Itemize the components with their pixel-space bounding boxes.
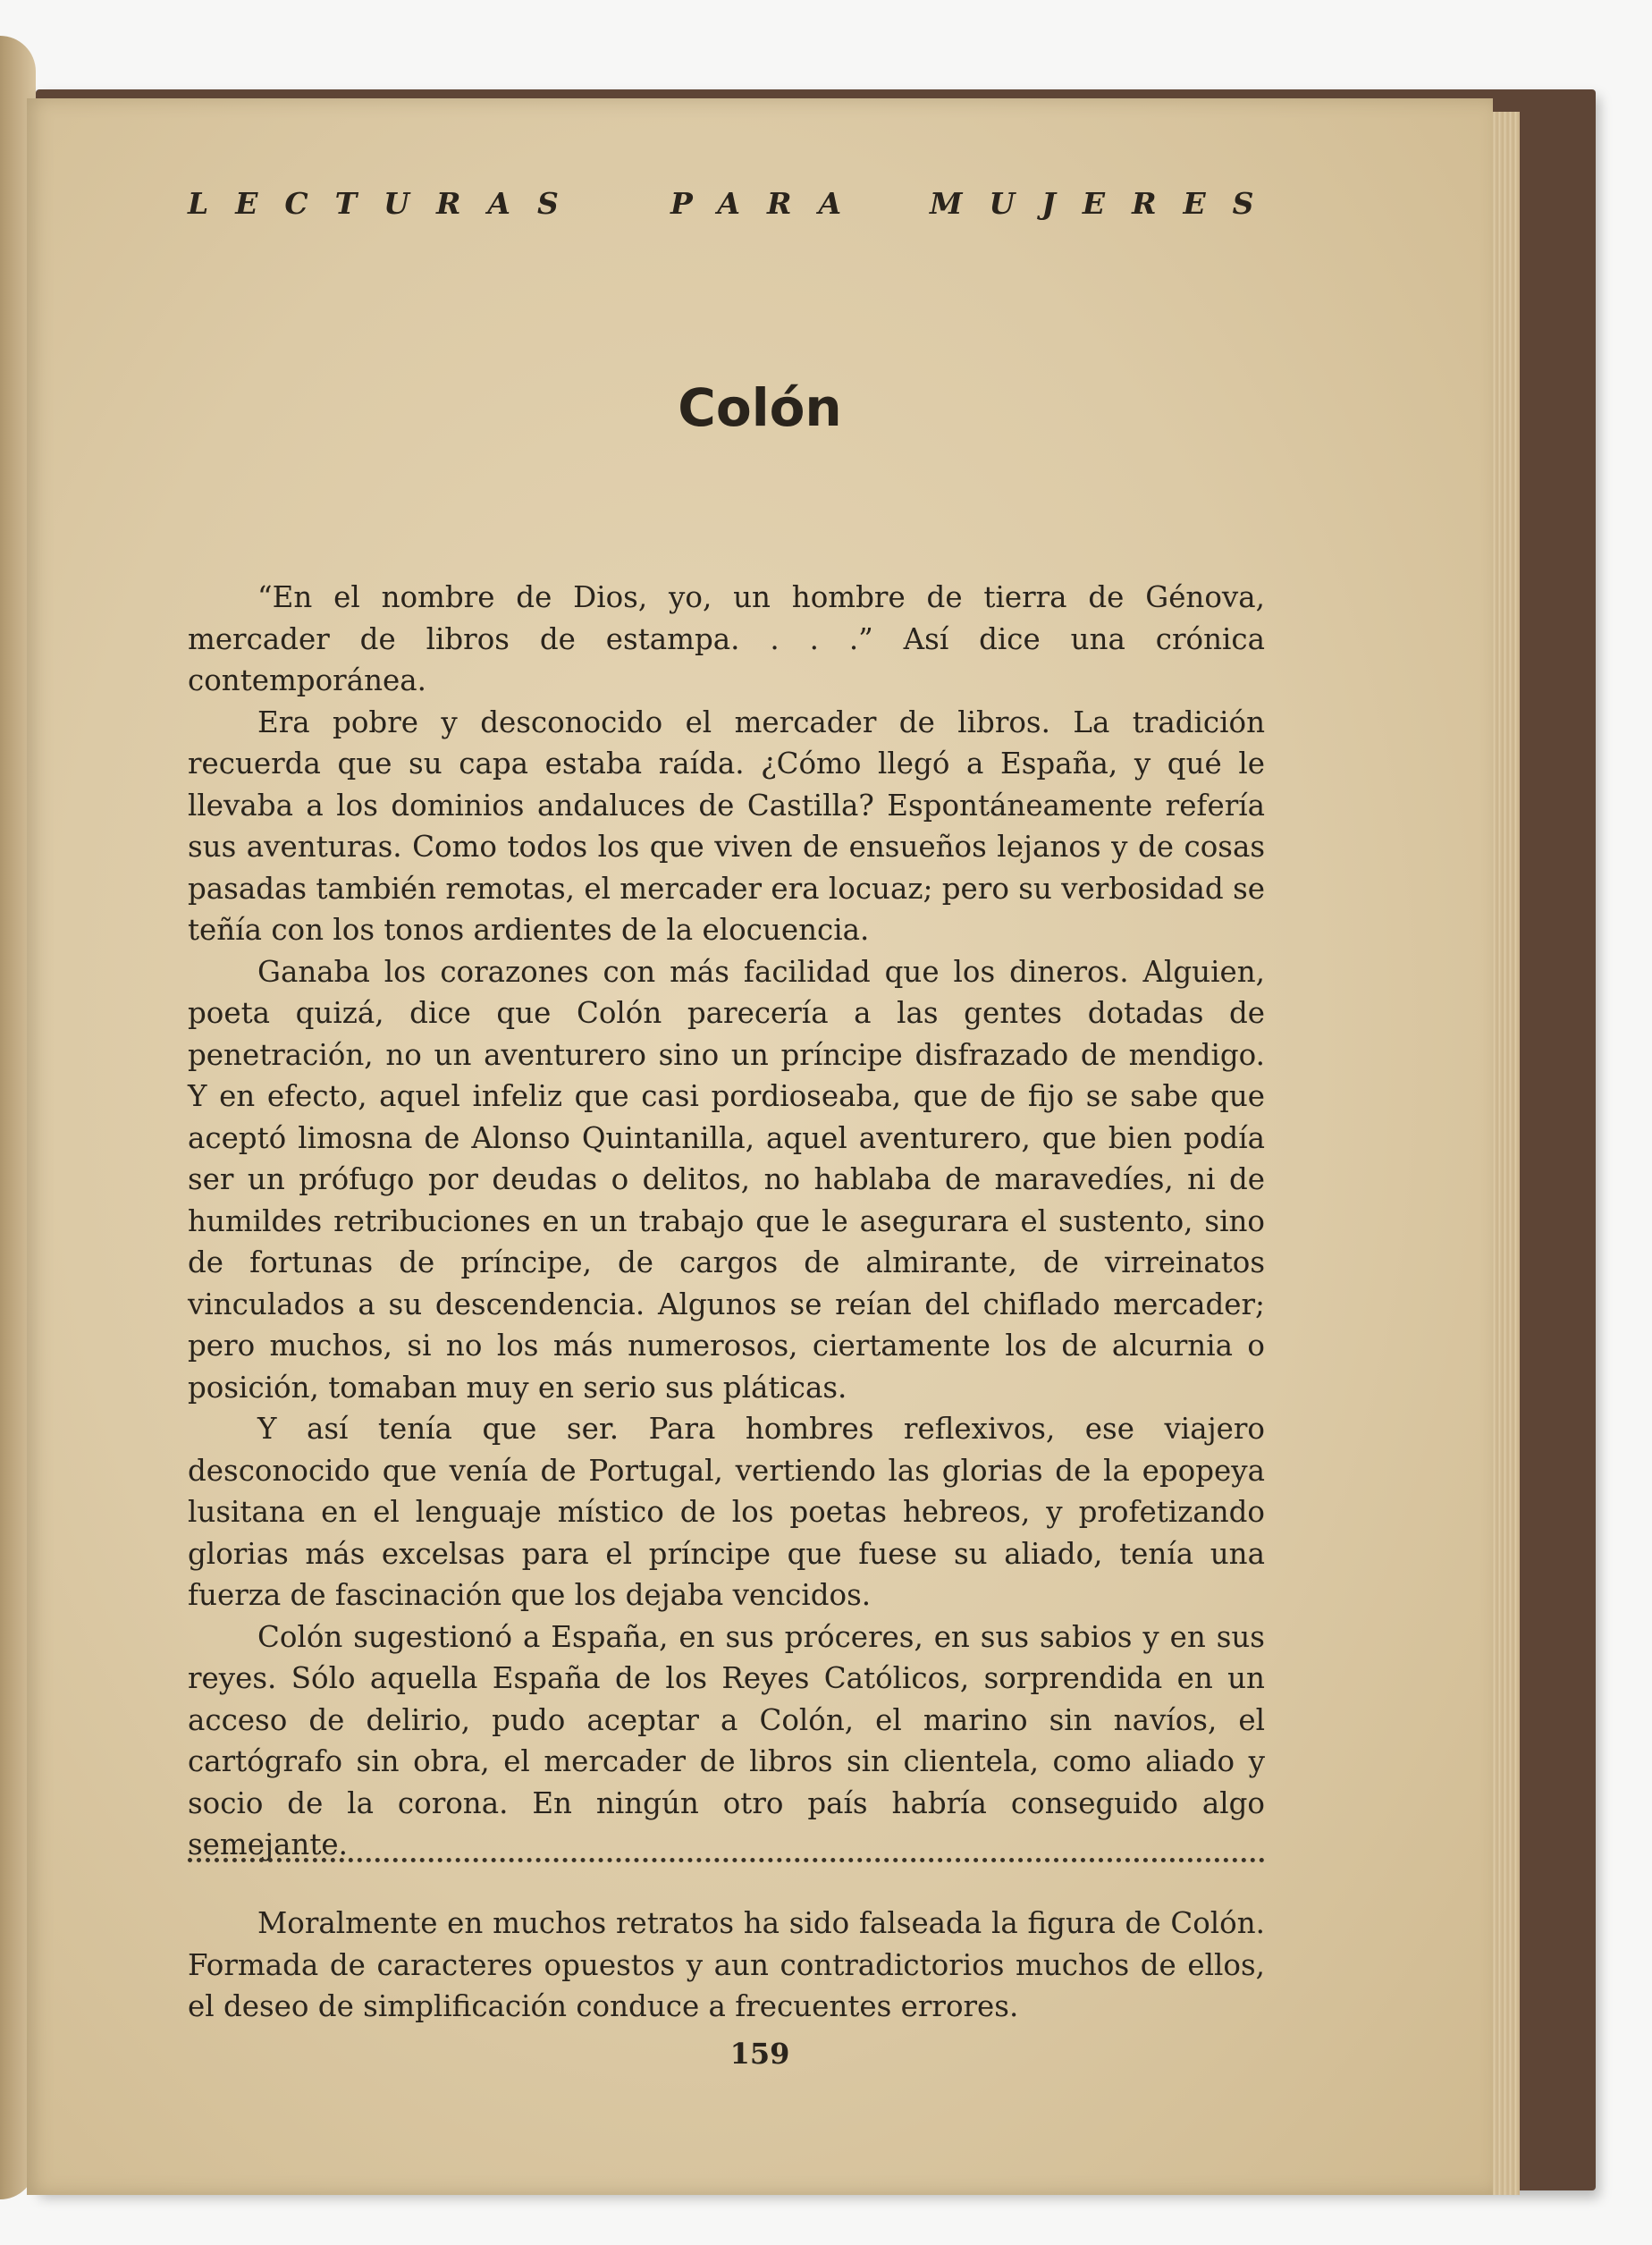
page-number: 159	[729, 2037, 790, 2071]
paragraph: Colón sugestionó a España, en sus próceres, en sus sabios y en sus reyes. Sólo aquella España de los Reyes Católicos, sorprendida en un acceso de delirio, pudo aceptar a Colón, el marino sin navíos, el cartógrafo sin obra, el mercader de libros sin clientela, como aliado y socio de la corona. En ningún otro país habría conseguido algo semejante.	[188, 1619, 1265, 1861]
paragraph: Y así tenía que ser. Para hombres reflexivos, ese viajero desconocido que venía de Portugal, vertiendo las glorias de la epopeya lusitana en el lenguaje místico de los poetas hebreos, y profetizando glorias más excelsas para el príncipe que fuese su aliado, tenía una fuerza de fascinación que los dejaba vencidos.	[188, 1412, 1265, 1612]
paragraph: Ganaba los corazones con más facilidad que los dineros. Alguien, poeta quizá, dice que Colón parecería a las gentes dotadas de penetración, no un aventurero sino un príncipe disfrazado de mendigo. Y en efecto, aquel infeliz que casi pordioseaba, que de fijo se sabe que aceptó limosna de Alonso Quintanilla, aquel aventurero, que bien podía ser un prófugo por deudas o delitos, no hablaba de maravedíes, ni de humildes retribuciones en un trabajo que le asegurara el sustento, sino de fortunas de príncipe, de cargos de almirante, de virreinatos vinculados a su descendencia. Algunos se reían del chiflado mercader; pero muchos, si no los más numerosos, ciertamente los de alcurnia o posición, tomaban muy en serio sus pláticas.	[188, 954, 1265, 1405]
book-page	[27, 98, 1493, 2195]
running-head-middle: PARA	[670, 186, 869, 221]
paragraph: Era pobre y desconocido el mercader de libros. La tradición recuerda que su capa estaba raída. ¿Cómo llegó a España, y qué le llevaba a los dominios andaluces de Castilla? Espontáneamente refería sus aventuras. Como todos los que viven de ensueños lejanos y de cosas pasadas también remotas, el mercader era locuaz; pero su verbosidad se teñía con los tonos ardientes de la elocuencia.	[188, 705, 1265, 947]
running-head-left: LECTURAS	[188, 186, 586, 221]
paragraph: Moralmente en muchos retratos ha sido falseada la figura de Colón. Formada de caracteres opuestos y aun contradictorios muchos de ellos, el deseo de simplificación conduce a frecuentes errores.	[188, 1906, 1265, 2023]
chapter-title: Colón	[678, 377, 842, 438]
dotted-divider	[188, 1858, 1265, 1862]
body-text-continued	[188, 1903, 1265, 2028]
running-head-right: MUJERES	[930, 186, 1281, 221]
paragraph: “En el nombre de Dios, yo, un hombre de tierra de Génova, mercader de libros de estampa. . . .” Así dice una crónica contemporánea.	[188, 580, 1265, 697]
body-text	[188, 577, 1265, 1866]
